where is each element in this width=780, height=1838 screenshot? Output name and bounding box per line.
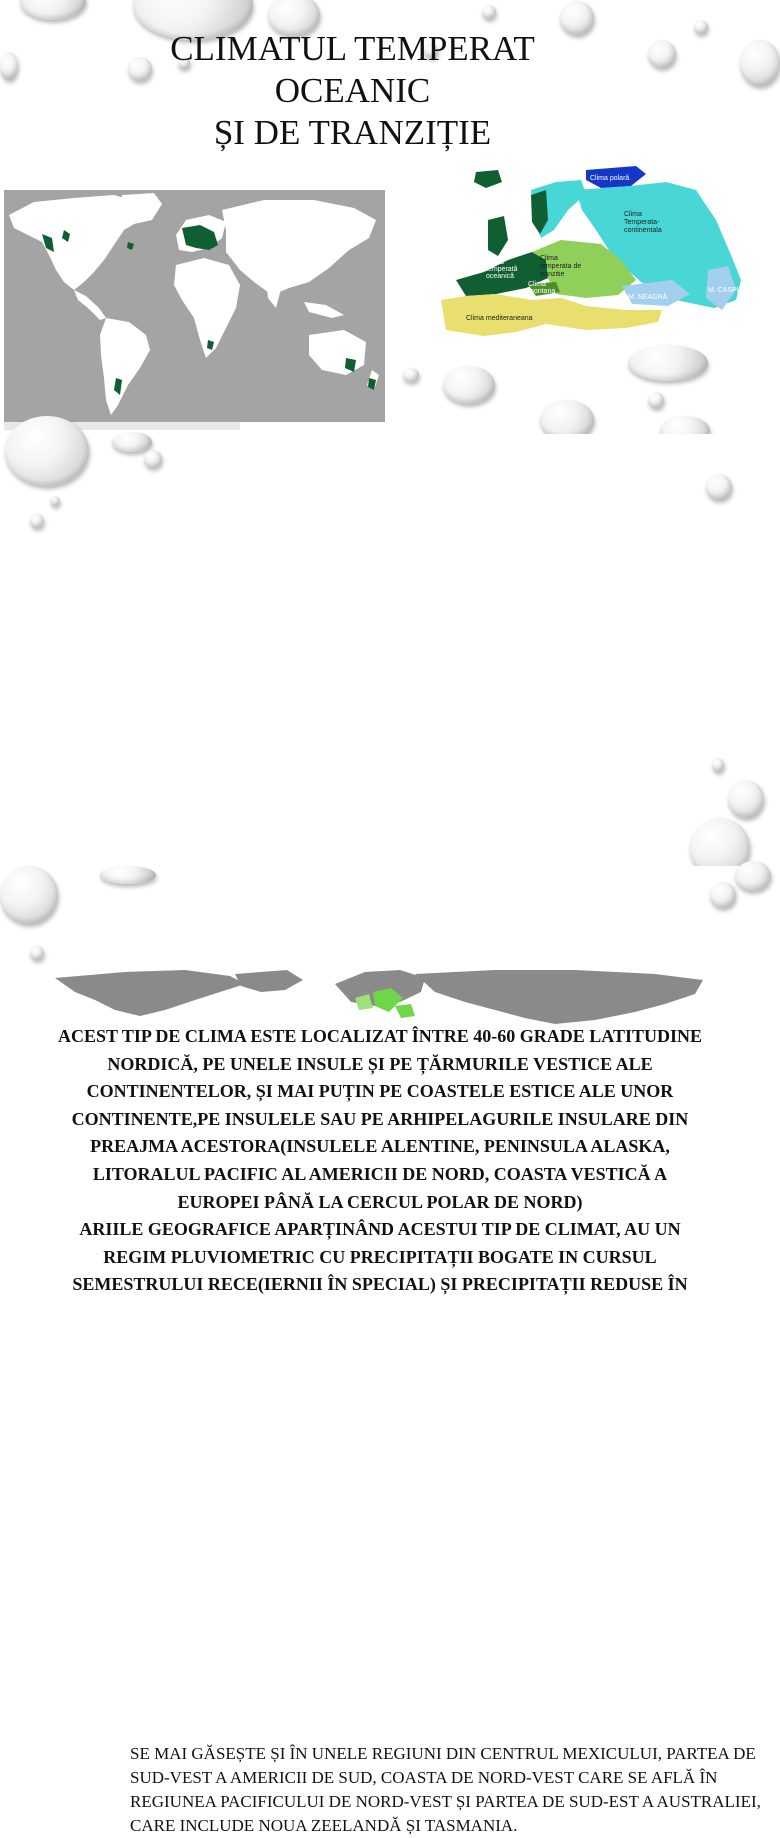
slide-title	[0, 0, 768, 434]
label-polar: Clima polară	[590, 175, 630, 182]
water-drop	[735, 861, 771, 891]
label-continental: Clima	[624, 211, 642, 218]
label-caspian: M. CASPICĂ	[708, 287, 749, 294]
water-drop	[112, 432, 152, 452]
distribution-text: SE MAI GĂSEȘTE ȘI ÎN UNELE REGIUNI DIN CENTRUL MEXICULUI, PARTEA DE SUD-VEST A AMERICII DE SUD, COASTA DE NORD-VEST CARE SE AFLĂ ÎN REGIUNEA PACIFICULUI DE NORD-VEST ȘI PARTEA DE SUD-EST A AUSTRALIEI, CARE INCLUDE NOUA ZEELANDĂ ȘI TASMANIA.	[130, 1744, 761, 1835]
europe-map-graphic	[436, 160, 748, 340]
title-line: ȘI DE TRANZIȚIE	[213, 113, 492, 152]
water-drop	[144, 450, 162, 468]
label-oceanic: oceanică	[486, 273, 515, 280]
label-black-sea: M. NEAGRĂ	[628, 294, 668, 301]
water-drop	[728, 780, 764, 818]
title-line: CLIMATUL TEMPERAT	[170, 29, 535, 68]
world-map-preview-graphic	[55, 970, 705, 1024]
water-drop	[710, 882, 736, 908]
slide-title-heading	[100, 28, 605, 154]
label-oceanic: Clima	[486, 259, 504, 266]
water-drop	[100, 866, 156, 884]
europe-climate-map	[436, 160, 748, 340]
water-drop	[443, 366, 495, 404]
water-drop	[648, 40, 676, 68]
water-drop	[694, 20, 708, 34]
water-drop	[30, 514, 44, 528]
water-drop	[0, 52, 18, 80]
world-map-graphic	[4, 190, 385, 422]
water-drop	[50, 496, 60, 506]
world-climate-map-preview	[55, 970, 705, 1024]
label-transition: Clima	[540, 255, 558, 262]
label-mountain: Clima	[528, 281, 546, 288]
slide-oceanic	[0, 434, 768, 1295]
label-continental: Temperata-	[624, 219, 660, 226]
water-drop	[0, 866, 58, 924]
label-transition: temperata de	[540, 263, 582, 270]
section-body	[55, 1023, 705, 1299]
title-line: OCEANIC	[274, 71, 431, 110]
label-continental: continentala	[624, 227, 662, 234]
water-drop	[5, 416, 89, 486]
label-mediterranean: Clima mediteraneana	[466, 315, 533, 322]
water-drop	[403, 368, 419, 382]
water-drop	[30, 946, 44, 960]
body-paragraph: ARIILE GEOGRAFICE APARȚINÂND ACESTUI TIP DE CLIMAT, AU UN REGIM PLUVIOMETRIC CU PRECIPITAȚII BOGATE IN CURSUL SEMESTRULUI RECE(IERNII ÎN SPECIAL) ȘI PRECIPITAȚII REDUSE ÎN	[72, 1219, 688, 1295]
water-drop	[712, 758, 724, 772]
water-drop	[648, 392, 664, 408]
world-climate-map	[4, 190, 385, 422]
water-drop	[740, 40, 780, 86]
body-paragraph: ACEST TIP DE CLIMA ESTE LOCALIZAT ÎNTRE 40-60 GRADE LATITUDINE NORDICĂ, PE UNELE INSULE ȘI PE ȚĂRMURILE VESTICE ALE CONTINENTELOR, ȘI MAI PUȚIN PE COASTELE ESTICE ALE UNOR CONTINENTE,PE INSULELE SAU PE ARHIPELAGURILE INSULARE DIN PREAJMA ACESTORA(INSULELE ALENTINE, PENINSULA ALASKA, LITORALUL PACIFIC AL AMERICII DE NORD, COASTA VESTICĂ A EUROPEI PÂNĂ LA CERCUL POLAR DE NORD)	[58, 1026, 702, 1212]
water-drop	[20, 0, 86, 20]
water-drop	[706, 474, 732, 500]
label-transition: tranzitie	[540, 271, 565, 278]
label-mountain: montana	[528, 288, 556, 295]
label-oceanic: temperată	[486, 266, 518, 273]
water-drop	[628, 345, 708, 381]
water-drop	[482, 5, 496, 19]
